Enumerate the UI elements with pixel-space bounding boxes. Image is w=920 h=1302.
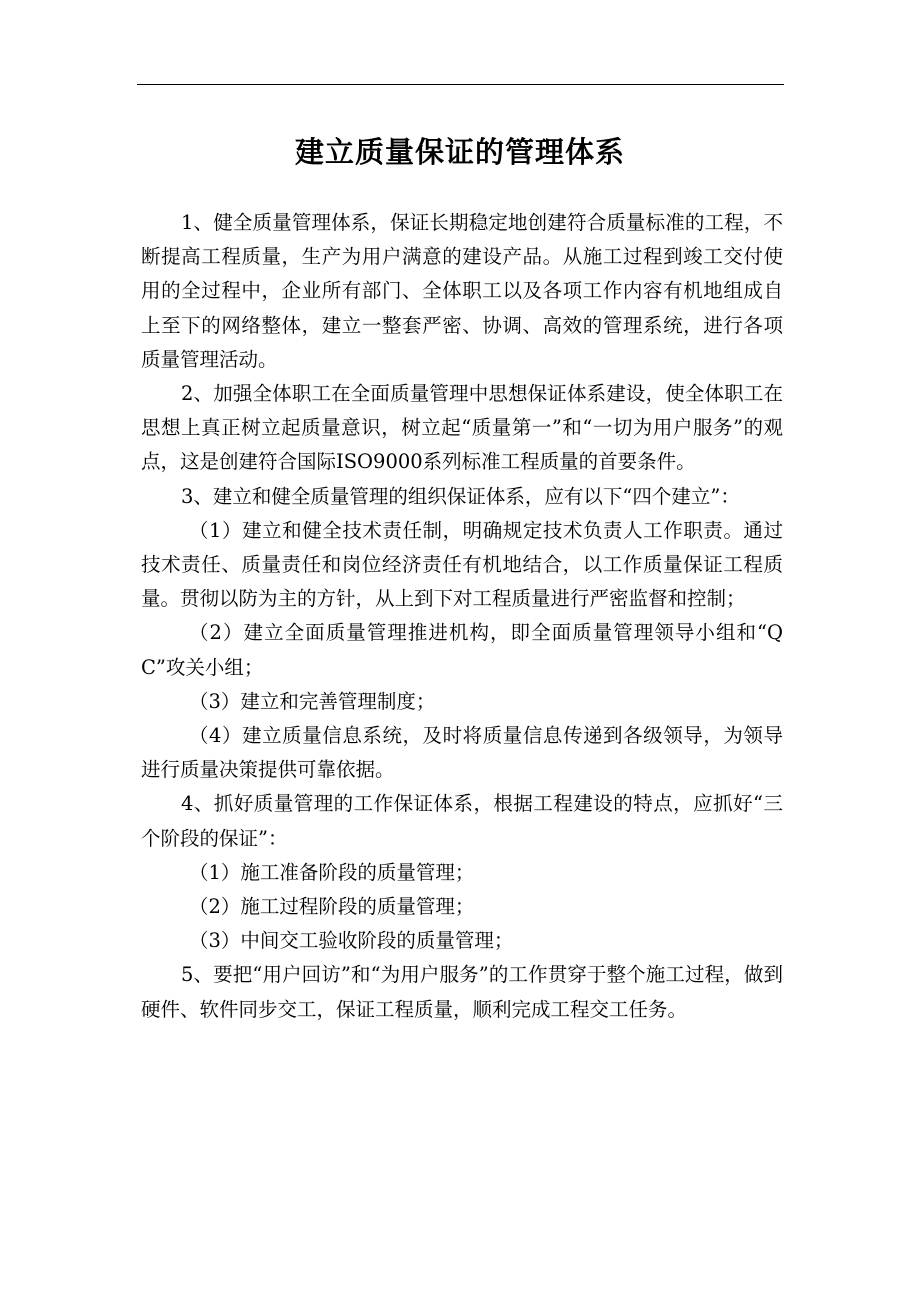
paragraph-1: 1、健全质量管理体系，保证长期稳定地创建符合质量标准的工程，不断提高工程质量，生产为用户满意的建设产品。从施工过程到竣工交付使用的全过程中，企业所有部门、全体职工以及各项工作内容有机地组成自上至下的网络整体，建立一整套严密、协调、高效的管理系统，进行各项质量管理活动。: [141, 211, 783, 371]
paragraph-3-item-2: （2）建立全面质量管理推进机构，即全面质量管理领导小组和“QC”攻关小组；: [141, 621, 783, 679]
paragraph-4-item-2: （2）施工过程阶段的质量管理；: [189, 895, 475, 919]
paragraph-4-item-3: （3）中间交工验收阶段的质量管理；: [189, 929, 514, 953]
paragraph-2: 2、加强全体职工在全面质量管理中思想保证体系建设，使全体职工在思想上真正树立起质量意识，树立起“质量第一”和“一切为用户服务”的观点，这是创建符合国际ISO9000系列标准工程质量的首要条件。: [141, 382, 783, 474]
paragraph-4: 4、抓好质量管理的工作保证体系，根据工程建设的特点，应抓好“三个阶段的保证”：: [141, 792, 783, 850]
paragraph-4-item-1: （1）施工准备阶段的质量管理；: [189, 860, 475, 884]
document-body: [141, 206, 783, 1027]
paragraph-3-item-1: （1）建立和健全技术责任制，明确规定技术负责人工作职责。通过技术责任、质量责任和岗位经济责任有机地结合，以工作质量保证工程质量。贯彻以防为主的方针，从上到下对工程质量进行严密监督和控制；: [141, 518, 783, 611]
paragraph-3-item-4: （4）建立质量信息系统，及时将质量信息传递到各级领导，为领导进行质量决策提供可靠依据。: [141, 724, 783, 782]
header-rule: [137, 84, 784, 85]
paragraph-3-item-3: （3）建立和完善管理制度；: [189, 689, 436, 713]
paragraph-3: 3、建立和健全质量管理的组织保证体系，应有以下“四个建立”：: [181, 484, 740, 508]
page-title: 建立质量保证的管理体系: [294, 135, 625, 169]
paragraph-5: 5、要把“用户回访”和“为用户服务”的工作贯穿于整个施工过程，做到硬件、软件同步交工，保证工程质量，顺利完成工程交工任务。: [141, 963, 783, 1021]
